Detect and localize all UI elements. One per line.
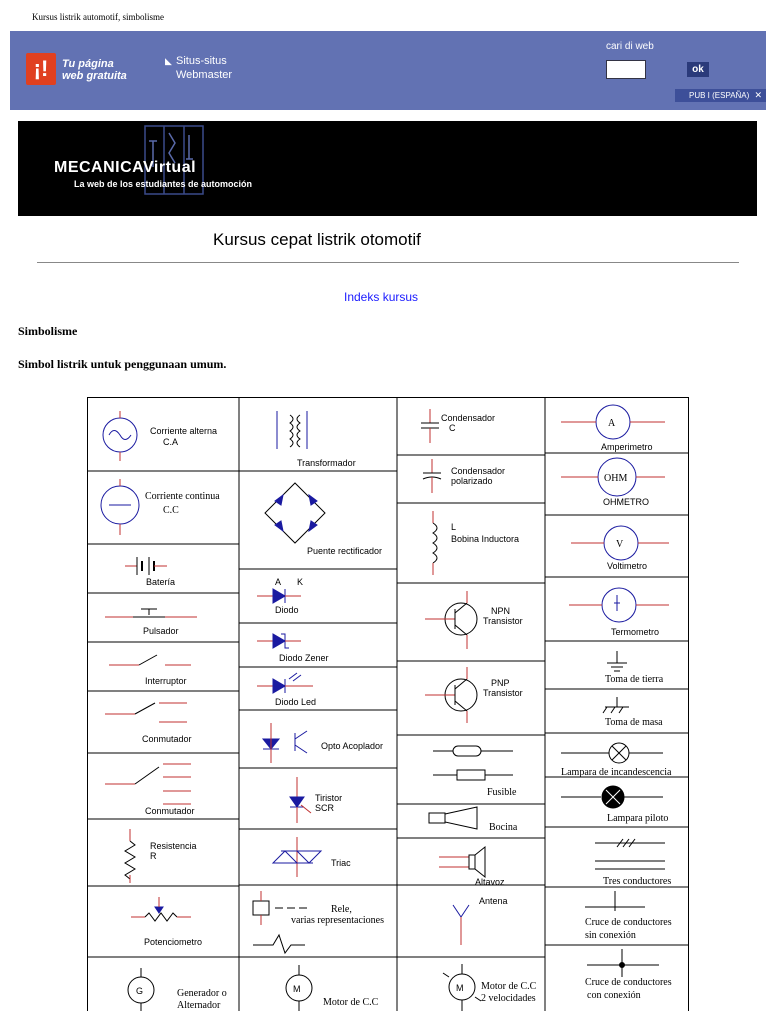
ground-icon	[607, 651, 627, 671]
potentiometer-icon	[131, 897, 191, 921]
generator-icon	[128, 968, 154, 1011]
label-pnp: PNP	[491, 678, 510, 688]
label-thermometer: Termometro	[611, 627, 660, 637]
label-earth: Toma de tierra	[605, 674, 664, 685]
speaker-icon	[439, 847, 485, 877]
npn-transistor-icon	[425, 591, 477, 649]
label-diode-cathode: K	[297, 577, 304, 587]
multi-switch-icon	[105, 764, 191, 804]
label-triac: Triac	[331, 858, 351, 868]
section-title: Simbolisme	[18, 324, 78, 338]
label-two-speed-motor-1: Motor de C.C	[481, 981, 537, 992]
glyph-motor: M	[293, 984, 301, 994]
label-capacitor: Condensador	[441, 413, 496, 423]
close-icon[interactable]: ✕	[754, 90, 762, 100]
label-dc: Corriente continua	[145, 491, 220, 502]
label-potentiometer: Potenciometro	[144, 937, 203, 947]
led-icon	[257, 673, 313, 693]
thyristor-icon	[290, 777, 311, 823]
crossing-no-connection-icon	[585, 891, 645, 911]
site-banner[interactable]	[18, 121, 757, 216]
triac-icon	[273, 837, 321, 877]
fuse-icon	[433, 746, 513, 780]
incandescent-lamp-icon	[561, 743, 663, 763]
label-switch: Interruptor	[145, 676, 187, 686]
label-led: Diodo Led	[275, 697, 317, 707]
crossing-connection-icon	[587, 949, 659, 977]
ad-link-1[interactable]: Situs-situs	[176, 55, 227, 67]
label-ac: Corriente alterna	[150, 426, 218, 436]
label-resistor: Resistencia	[150, 841, 197, 851]
ac-source-icon	[103, 411, 137, 461]
transformer-icon	[277, 411, 307, 449]
label-crossing-connection-2: con conexión	[587, 990, 641, 1001]
label-changeover-2: Conmutador	[145, 806, 195, 816]
switch-icon	[109, 655, 191, 665]
label-crossing-no-connection-1: Cruce de conductores	[585, 917, 672, 928]
label-battery: Batería	[146, 577, 176, 587]
three-conductors-icon	[595, 839, 665, 869]
label-transformer: Transformador	[297, 458, 356, 468]
label-speaker: Altavoz	[475, 877, 505, 887]
label-diode: Diodo	[275, 605, 299, 615]
label-npn-transistor: Transistor	[483, 616, 523, 626]
label-polarized-capacitor: Condensador	[451, 466, 506, 476]
two-speed-motor-icon	[443, 964, 481, 1011]
label-pushbutton: Pulsador	[143, 626, 179, 636]
label-resistor-abbr: R	[150, 851, 157, 861]
label-relay-2: varias representaciones	[291, 915, 385, 926]
arrow-icon: ◣	[165, 56, 172, 66]
label-zener: Diodo Zener	[279, 653, 329, 663]
ad-link-2[interactable]: Webmaster	[176, 69, 233, 81]
ok-button[interactable]: ok	[687, 62, 709, 77]
label-two-speed-motor-2: 2 velocidades	[481, 993, 536, 1004]
label-horn: Bocina	[489, 822, 518, 833]
glyph-ohmmeter: OHM	[604, 473, 628, 484]
index-link[interactable]: Indeks kursus	[344, 290, 419, 304]
label-relay-1: Rele,	[331, 904, 352, 915]
label-voltmeter: Voltimetro	[607, 561, 648, 571]
label-dc-motor: Motor de C.C	[323, 997, 379, 1008]
label-inductor-abbr: L	[451, 522, 457, 532]
divider	[37, 262, 739, 263]
inductor-icon	[433, 511, 437, 575]
label-dc-abbr: C.C	[163, 505, 179, 516]
resistor-icon	[125, 829, 135, 883]
label-capacitor-abbr: C	[449, 423, 456, 433]
label-inductor: Bobina Inductora	[451, 534, 520, 544]
ad-bar	[10, 31, 766, 110]
pnp-transistor-icon	[425, 667, 477, 723]
pushbutton-icon	[105, 609, 197, 617]
pub-label: PUB I (ESPAÑA)	[689, 91, 750, 100]
dc-source-icon	[101, 479, 139, 535]
dc-motor-icon	[286, 965, 312, 1011]
ad-links[interactable]	[176, 54, 232, 82]
label-thyristor: Tiristor	[315, 793, 343, 803]
label-ohmmeter: OHMETRO	[603, 497, 649, 507]
label-fuse: Fusible	[487, 787, 517, 798]
site-logo-icon[interactable]: ¡!	[26, 53, 56, 85]
antenna-icon	[453, 905, 469, 945]
glyph-voltmeter: V	[616, 539, 624, 550]
glyph-two-speed-motor: M	[456, 983, 464, 993]
label-pilot-lamp: Lampara piloto	[607, 813, 669, 824]
label-pnp-transistor: Transistor	[483, 688, 523, 698]
label-generator-2: Alternador	[177, 1000, 221, 1011]
label-changeover-1: Conmutador	[142, 734, 192, 744]
logo-line-1: Tu página	[62, 58, 114, 70]
label-antenna: Antena	[479, 896, 508, 906]
diode-icon	[257, 589, 301, 603]
label-diode-anode: A	[275, 577, 282, 587]
page-tab-title: Kursus listrik automotif, simbolisme	[32, 12, 164, 22]
chassis-ground-icon	[603, 697, 629, 713]
logo-line-2: web gratuita	[62, 70, 127, 82]
bridge-rectifier-icon	[265, 483, 325, 543]
label-crossing-connection-1: Cruce de conductores	[585, 977, 672, 988]
pilot-lamp-icon	[561, 786, 663, 808]
horn-icon	[429, 807, 477, 829]
label-incandescent-lamp: Lampara de incandescencia	[561, 767, 672, 778]
zener-diode-icon	[257, 634, 301, 648]
section-subtitle: Simbol listrik untuk penggunaan umum.	[18, 357, 227, 371]
label-npn: NPN	[491, 606, 511, 616]
logo-text[interactable]	[62, 58, 127, 82]
symbol-table	[87, 397, 689, 1011]
brand-subtitle: La web de los estudiantes de automoción	[74, 179, 253, 189]
label-bridge-rectifier: Puente rectificador	[307, 546, 383, 556]
changeover-switch-icon	[105, 703, 187, 722]
glyph-ammeter: A	[608, 418, 616, 429]
label-optocoupler: Opto Acoplador	[321, 741, 384, 751]
polarized-capacitor-icon	[423, 459, 441, 493]
glyph-generator: G	[136, 986, 144, 996]
label-three-conductors: Tres conductores	[603, 876, 672, 887]
search-input[interactable]	[606, 60, 646, 79]
label-ammeter: Amperimetro	[601, 442, 653, 452]
search-label: cari di web	[606, 41, 654, 52]
brand-name: MECANICAVirtual	[54, 159, 197, 176]
thermometer-icon	[569, 588, 669, 622]
optocoupler-icon	[263, 723, 307, 763]
label-ac-abbr: C.A	[163, 437, 179, 447]
page-title: Kursus cepat listrik otomotif	[213, 230, 421, 249]
battery-icon	[125, 557, 167, 575]
label-generator-1: Generador o	[177, 988, 227, 999]
label-scr: SCR	[315, 803, 335, 813]
label-polarized: polarizado	[451, 476, 493, 486]
label-crossing-no-connection-2: sin conexión	[585, 930, 636, 941]
pub-bar[interactable]	[675, 89, 766, 102]
capacitor-icon	[421, 409, 439, 443]
label-chassis: Toma de masa	[605, 717, 663, 728]
